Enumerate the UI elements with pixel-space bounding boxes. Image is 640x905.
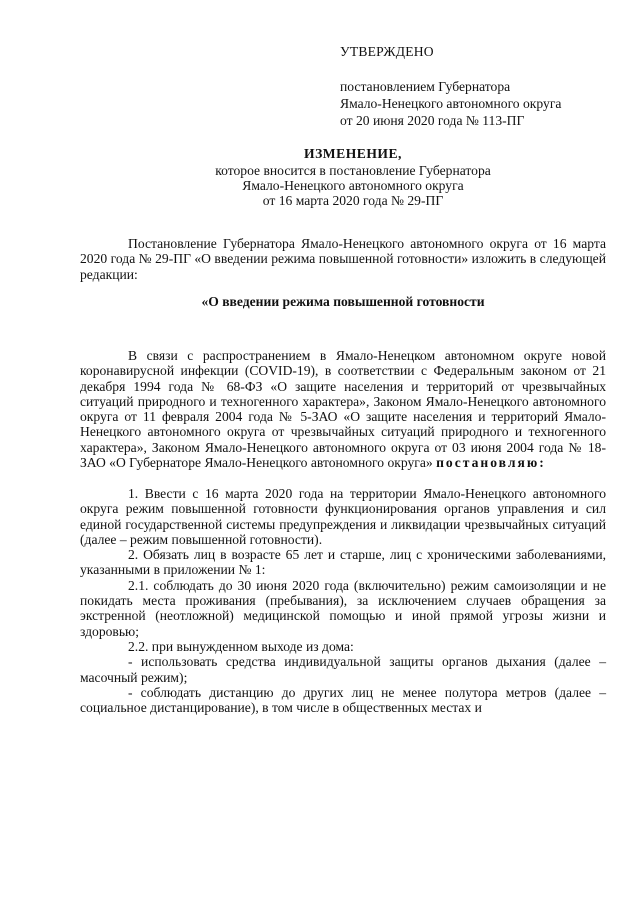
item-paragraph: - соблюдать дистанцию до других лиц не менее полутора метров (далее – социальное дистанцирование), в том числе в общественных местах и xyxy=(80,684,606,716)
item-paragraph: 2.2. при вынужденном выходе из дома: xyxy=(128,638,354,654)
decree-word: постановляю: xyxy=(436,455,546,471)
approval-line-2: Ямало-Ненецкого автономного округа xyxy=(340,96,562,111)
heading-line-3: от 16 марта 2020 года № 29-ПГ xyxy=(262,193,444,208)
intro-paragraph: Постановление Губернатора Ямало-Ненецкого автономного округа от 16 марта 2020 года № 29-ПГ «О введении режима повышенной готовности» изложить в следующей редакции: xyxy=(80,236,606,282)
item-paragraph: 2.1. соблюдать до 30 июня 2020 года (включительно) режим самоизоляции и не покидать места проживания (пребывания), за исключением случаев обращения за экстренной (неотложной) медицинской помощью и иной прямой угрозы жизни и здоровью; xyxy=(80,577,606,639)
resolution-subtitle: «О введении режима повышенной готовности xyxy=(201,294,485,309)
approval-stamp xyxy=(340,43,610,129)
item-paragraph: - использовать средства индивидуальной защиты органов дыхания (далее – масочный режим); xyxy=(80,654,606,685)
item-paragraph: 1. Ввести с 16 марта 2020 года на территории Ямало-Ненецкого автономного округа режим повышенной готовности функционирования органов управления и сил единой государственной системы предупреждения и ликвидации чрезвычайных ситуаций (далее – режим повышенной готовности). xyxy=(80,486,606,547)
document-heading xyxy=(80,146,626,208)
approval-label: УТВЕРЖДЕНО xyxy=(340,44,434,59)
heading-line-1: которое вносится в постановление Губернатора xyxy=(215,163,491,178)
item-paragraph: 2. Обязать лиц в возрасте 65 лет и старше, лиц с хроническими заболеваниями, указанными в приложении № 1: xyxy=(80,547,606,578)
approval-line-1: постановлением Губернатора xyxy=(340,79,511,94)
heading-line-2: Ямало-Ненецкого автономного округа xyxy=(242,178,464,193)
intro-section xyxy=(80,236,606,282)
document-title: ИЗМЕНЕНИЕ, xyxy=(304,146,402,161)
approval-line-3: от 20 июня 2020 года № 113-ПГ xyxy=(340,113,525,128)
preamble-section xyxy=(80,348,606,470)
preamble-text: В связи с распространением в Ямало-Ненецком автономном округе новой коронавирусной инфекции (COVID-19), в соответствии с Федеральным законом от 21 декабря 1994 года № 68-ФЗ «О защите населения и территорий от чрезвычайных ситуаций природного и техногенного характера», Законом Ямало-Ненецкого автономного округа от 11 февраля 2004 года № 5-ЗАО «О защите населения и территорий Ямало-Ненецкого автономного округа от чрезвычайных ситуаций природного и техногенного характера», Законом Ямало-Ненецкого автономного округа от 03 июня 2004 года № 18-ЗАО «О Губернаторе Ямало-Ненецкого автономного округа» xyxy=(80,348,606,471)
items-section xyxy=(80,486,606,715)
preamble-paragraph xyxy=(80,348,606,470)
